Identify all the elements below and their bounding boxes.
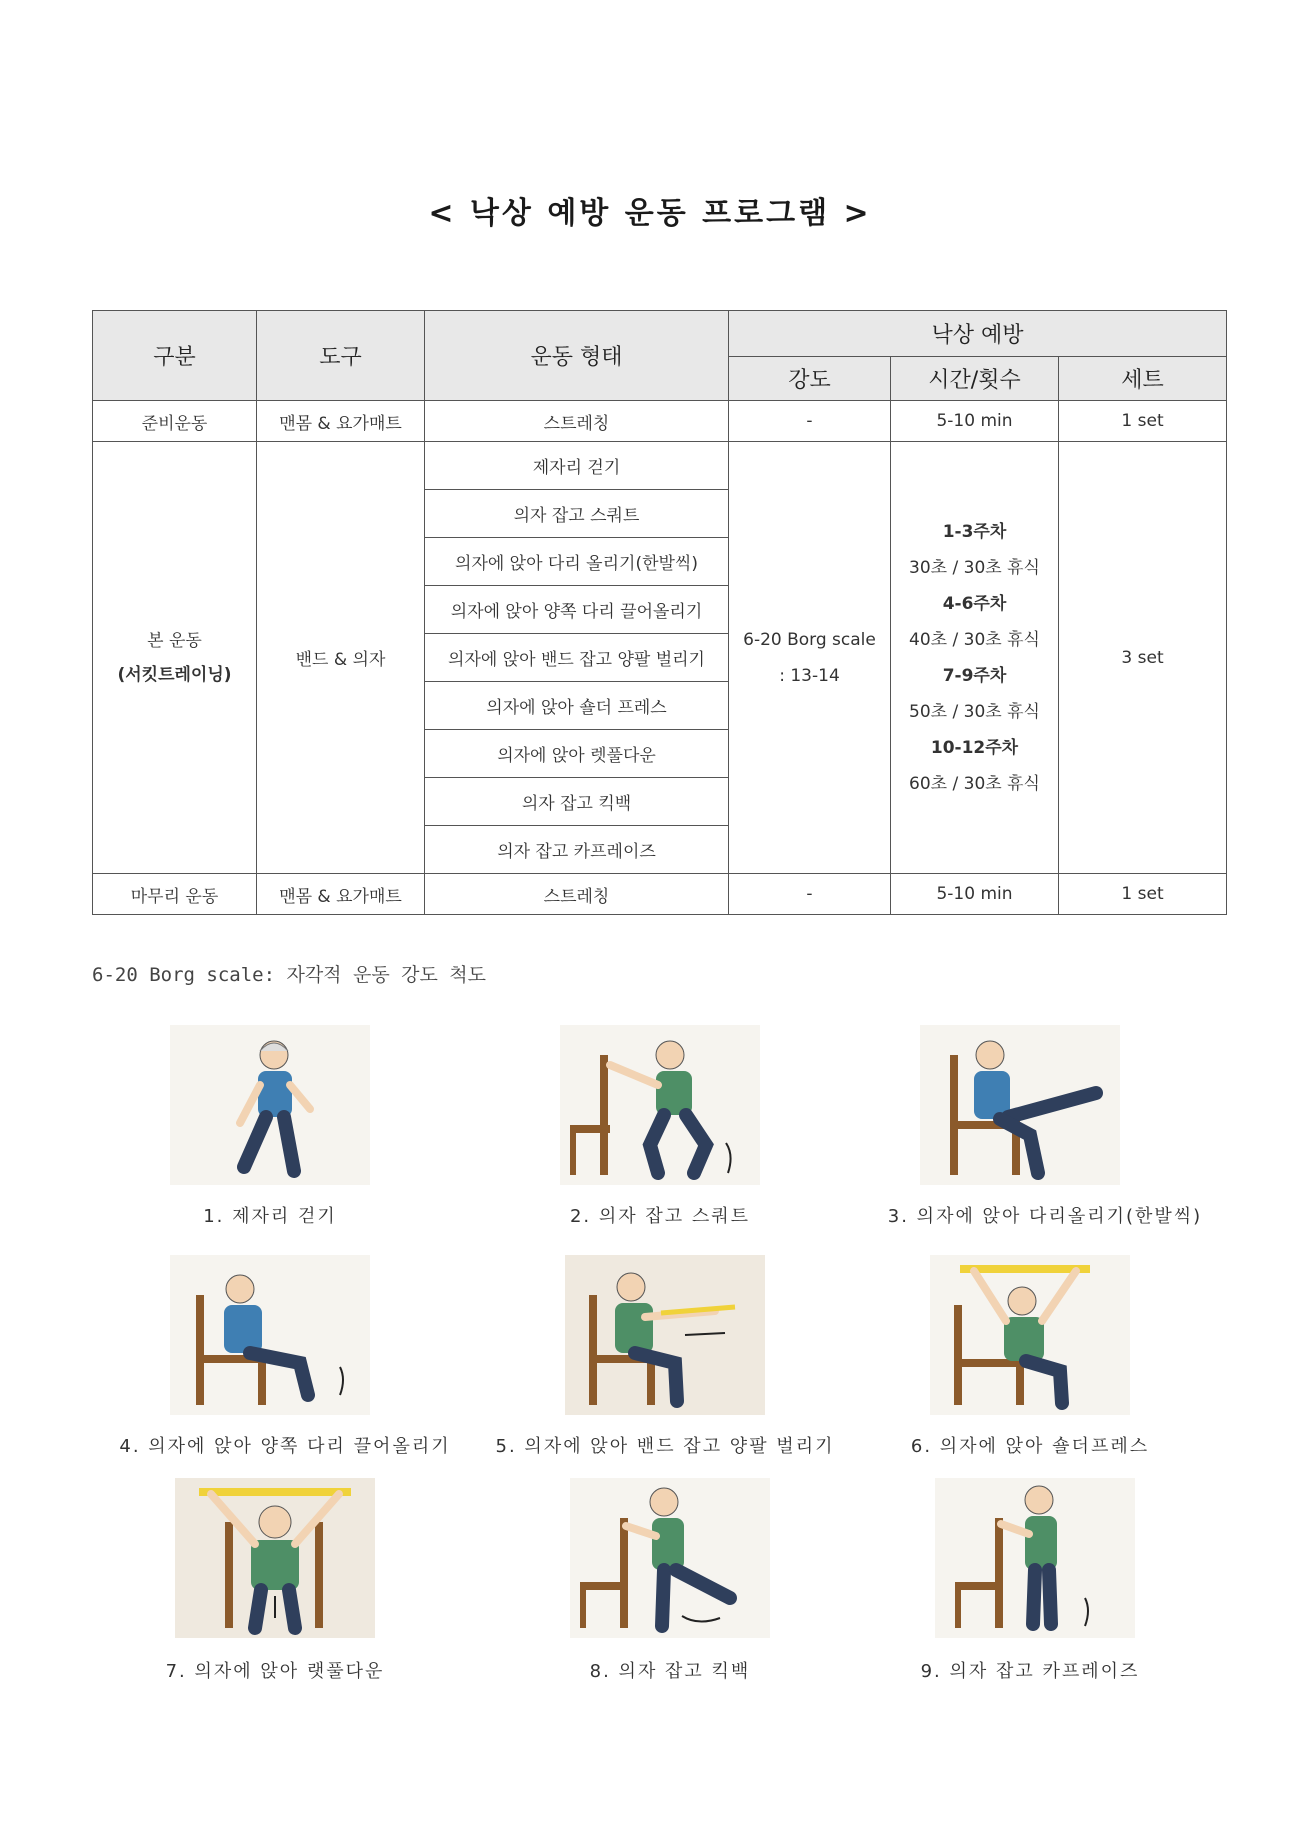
header-fall-prevention: 낙상 예방 [729,311,1227,357]
schedule-detail-1: 30초 / 30초 휴식 [909,557,1040,578]
header-set: 세트 [1059,357,1227,401]
main-category-line1: 본 운동 [147,630,202,651]
kickback-illustration [570,1478,770,1638]
table-row-cooldown [93,874,1227,915]
main-exercise-9: 의자 잡고 카프레이즈 [425,826,729,874]
figure-seated-both-legs [170,1255,370,1415]
lat-pulldown-illustration [175,1478,375,1638]
main-exercise-5: 의자에 앉아 밴드 잡고 양팔 벌리기 [425,634,729,682]
seated-both-legs-illustration [170,1255,370,1415]
page-title: < 낙상 예방 운동 프로그램 > [428,196,872,231]
main-exercise-8: 의자 잡고 킥백 [425,778,729,826]
figure-caption-6: 6. 의자에 앉아 숄더프레스 [910,1436,1150,1457]
main-category [93,442,257,874]
warmup-time: 5-10 min [891,401,1059,442]
figure-calf-raise [935,1478,1135,1638]
borg-scale-note: 6-20 Borg scale: 자각적 운동 강도 척도 [92,964,486,986]
cooldown-time: 5-10 min [891,874,1059,915]
main-set: 3 set [1059,442,1227,874]
table-row-main [93,442,1227,490]
schedule-week-1: 1-3주차 [942,521,1007,542]
figure-caption-1: 1. 제자리 걷기 [203,1206,337,1227]
main-category-line2: (서킷트레이닝) [117,664,232,685]
main-exercise-6: 의자에 앉아 숄더 프레스 [425,682,729,730]
warmup-category: 준비운동 [93,401,257,442]
figure-band-arm-spread [565,1255,765,1415]
header-tool: 도구 [257,311,425,401]
band-arm-spread-illustration [565,1255,765,1415]
figure-shoulder-press [930,1255,1130,1415]
cooldown-exercise: 스트레칭 [425,874,729,915]
figure-caption-9: 9. 의자 잡고 카프레이즈 [920,1661,1140,1682]
header-category: 구분 [93,311,257,401]
header-exercise-type: 운동 형태 [425,311,729,401]
figure-caption-3: 3. 의자에 앉아 다리올리기(한발씩) [887,1206,1203,1227]
calf-raise-illustration [935,1478,1135,1638]
main-intensity [729,442,891,874]
schedule-week-3: 7-9주차 [942,665,1007,686]
chair-squat-illustration [560,1025,760,1185]
shoulder-press-illustration [930,1255,1130,1415]
schedule-detail-4: 60초 / 30초 휴식 [909,773,1040,794]
main-exercise-2: 의자 잡고 스쿼트 [425,490,729,538]
figure-chair-squat [560,1025,760,1185]
main-exercise-3: 의자에 앉아 다리 올리기(한발씩) [425,538,729,586]
main-exercise-4: 의자에 앉아 양쪽 다리 끌어올리기 [425,586,729,634]
figure-kickback [570,1478,770,1638]
cooldown-set: 1 set [1059,874,1227,915]
figure-caption-7: 7. 의자에 앉아 랫풀다운 [165,1661,385,1682]
warmup-set: 1 set [1059,401,1227,442]
walking-illustration [170,1025,370,1185]
main-schedule [891,442,1059,874]
schedule-detail-2: 40초 / 30초 휴식 [909,629,1040,650]
main-tool: 밴드 & 의자 [257,442,425,874]
seated-leg-raise-illustration [920,1025,1120,1185]
main-exercise-7: 의자에 앉아 렛풀다운 [425,730,729,778]
main-intensity-line2: : 13-14 [779,665,840,686]
figure-caption-8: 8. 의자 잡고 킥백 [589,1661,751,1682]
table-row-warmup [93,401,1227,442]
cooldown-tool: 맨몸 & 요가매트 [257,874,425,915]
figure-lat-pulldown [175,1478,375,1638]
cooldown-intensity: - [729,874,891,915]
main-intensity-line1: 6-20 Borg scale [743,629,876,650]
warmup-intensity: - [729,401,891,442]
warmup-exercise: 스트레칭 [425,401,729,442]
schedule-week-2: 4-6주차 [942,593,1007,614]
figure-caption-2: 2. 의자 잡고 스쿼트 [569,1206,751,1227]
schedule-week-4: 10-12주차 [930,737,1019,758]
header-intensity: 강도 [729,357,891,401]
cooldown-category: 마무리 운동 [93,874,257,915]
exercise-program-table [92,310,1227,915]
warmup-tool: 맨몸 & 요가매트 [257,401,425,442]
main-exercise-1: 제자리 걷기 [425,442,729,490]
figure-walking [170,1025,370,1185]
figure-caption-4: 4. 의자에 앉아 양쪽 다리 끌어올리기 [119,1436,451,1457]
schedule-detail-3: 50초 / 30초 휴식 [909,701,1040,722]
figure-seated-leg-raise [920,1025,1120,1185]
header-time-count: 시간/횟수 [891,357,1059,401]
figure-caption-5: 5. 의자에 앉아 밴드 잡고 양팔 벌리기 [495,1436,835,1457]
